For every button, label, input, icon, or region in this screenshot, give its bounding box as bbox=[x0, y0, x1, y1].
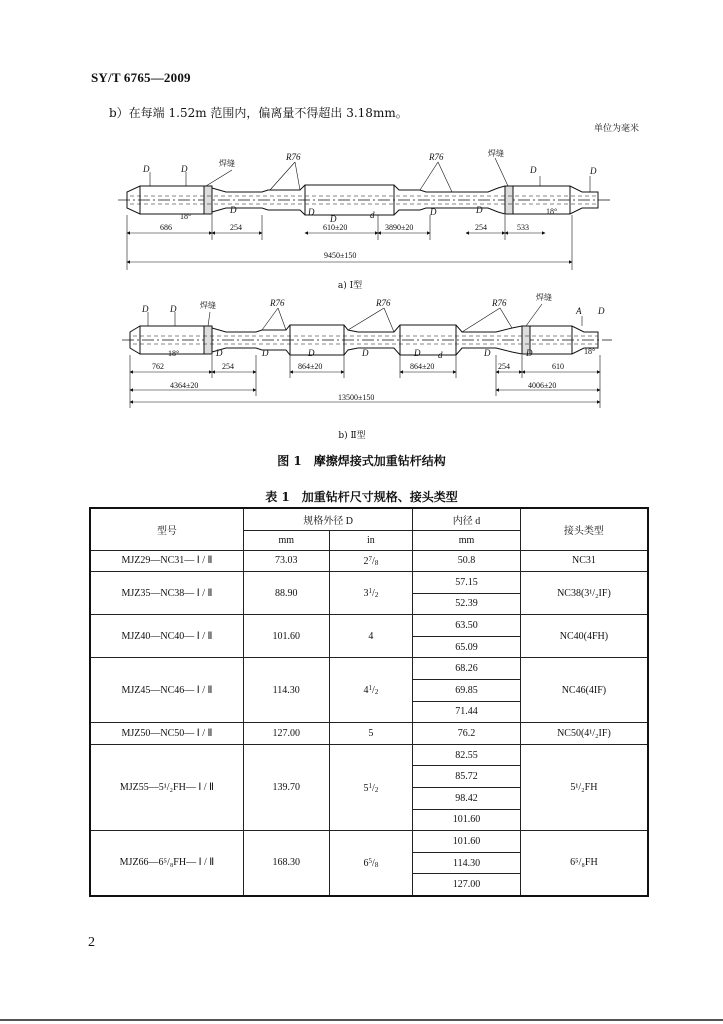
angle-a1: 18° bbox=[180, 212, 192, 221]
page-number: 2 bbox=[88, 935, 95, 950]
drill-pipe-drawings bbox=[0, 0, 723, 450]
od-in-numerator: 5 bbox=[368, 856, 373, 865]
intro-paragraph: b）在每端 1.52m 范围内，偏离量不得超出 3.18mm。 bbox=[109, 106, 408, 120]
od-in-whole: 4 bbox=[368, 630, 374, 642]
label-small-d: d bbox=[370, 210, 375, 220]
label-b-dte: D bbox=[216, 348, 223, 358]
label-b-d1b: D bbox=[262, 348, 269, 358]
fraction-slash: / bbox=[372, 857, 375, 869]
cell-od-in bbox=[329, 744, 413, 830]
cell-od-in bbox=[329, 615, 413, 658]
od-in-whole: 2 bbox=[363, 555, 369, 567]
cell-model: MJZ50—NC50— Ⅰ / Ⅱ bbox=[90, 723, 243, 745]
dim-b-762: 762 bbox=[152, 362, 164, 371]
label-b-small-d: d bbox=[438, 350, 443, 360]
cell-id: 101.60 bbox=[413, 831, 521, 853]
cell-od-in bbox=[329, 658, 413, 723]
weld-label-a2: 焊缝 bbox=[488, 149, 504, 158]
label-d3-right: D bbox=[530, 165, 537, 175]
cell-od-in bbox=[329, 572, 413, 615]
header-in: in bbox=[329, 530, 413, 550]
fraction-slash: / bbox=[372, 588, 375, 600]
header-connection: 接头类型 bbox=[520, 508, 648, 550]
cell-connection: NC46(4IF) bbox=[520, 658, 648, 723]
cell-id: 68.26 bbox=[413, 658, 521, 680]
cell-id: 98.42 bbox=[413, 788, 521, 810]
cell-connection: NC31 bbox=[520, 550, 648, 572]
header-id-unit: mm bbox=[413, 530, 521, 550]
label-b-du: D bbox=[414, 348, 421, 358]
od-in-whole: 5 bbox=[363, 782, 369, 794]
cell-od-mm: 139.70 bbox=[243, 744, 329, 830]
fraction-slash: / bbox=[372, 555, 375, 567]
r76-label-a2: R76 bbox=[429, 152, 444, 162]
label-b-d1: D bbox=[142, 304, 149, 314]
cell-model: MJZ45—NC46— Ⅰ / Ⅱ bbox=[90, 658, 243, 723]
figure-title: 图 1 摩擦焊接式加重钻杆结构 bbox=[277, 454, 446, 468]
cell-id: 50.8 bbox=[413, 550, 521, 572]
od-in-numerator: 1 bbox=[368, 684, 373, 693]
cell-od-in bbox=[329, 723, 413, 745]
unit-note: 单位为毫米 bbox=[593, 124, 639, 134]
r76-label-a1: R76 bbox=[286, 152, 301, 162]
cell-connection: 5¹/₂FH bbox=[520, 744, 648, 830]
cell-id: 76.2 bbox=[413, 723, 521, 745]
r76-label-b2: R76 bbox=[376, 298, 391, 308]
label-d1: D bbox=[143, 164, 150, 174]
weld-label-a: 焊缝 bbox=[219, 159, 235, 168]
cell-model: MJZ29—NC31— Ⅰ / Ⅱ bbox=[90, 550, 243, 572]
dim-533: 533 bbox=[517, 223, 529, 232]
cell-id: 101.60 bbox=[413, 809, 521, 831]
weld-label-b2: 焊缝 bbox=[536, 293, 552, 302]
dim-3890: 3890±20 bbox=[385, 223, 414, 232]
cell-od-mm: 114.30 bbox=[243, 658, 329, 723]
cell-id: 69.85 bbox=[413, 680, 521, 702]
fraction-slash: / bbox=[372, 782, 375, 794]
dim-b-864b: 864±20 bbox=[410, 362, 435, 371]
od-in-whole: 4 bbox=[363, 685, 369, 697]
cell-model: MJZ55—5¹/₂FH— Ⅰ / Ⅱ bbox=[90, 744, 243, 830]
od-in-whole: 6 bbox=[363, 857, 369, 869]
label-dte: D bbox=[230, 205, 237, 215]
spec-table bbox=[89, 507, 649, 897]
dim-254b: 254 bbox=[475, 223, 487, 232]
od-in-numerator: 1 bbox=[368, 587, 373, 596]
dim-b-610: 610 bbox=[552, 362, 564, 371]
weld-label-b: 焊缝 bbox=[200, 301, 216, 310]
od-in-denominator: 2 bbox=[374, 591, 379, 600]
od-in-denominator: 2 bbox=[374, 688, 379, 697]
angle-b1: 18° bbox=[168, 349, 180, 358]
cell-id: 82.55 bbox=[413, 744, 521, 766]
od-in-denominator: 8 bbox=[374, 558, 379, 567]
od-in-whole: 5 bbox=[368, 728, 374, 740]
cell-id: 65.09 bbox=[413, 636, 521, 658]
cell-id: 57.15 bbox=[413, 572, 521, 594]
cell-od-in bbox=[329, 831, 413, 896]
label-dm: D bbox=[330, 214, 337, 224]
cell-id: 85.72 bbox=[413, 766, 521, 788]
cell-model: MJZ35—NC38— Ⅰ / Ⅱ bbox=[90, 572, 243, 615]
dim-b-254b: 254 bbox=[498, 362, 510, 371]
table-row bbox=[90, 744, 648, 766]
angle-a2: 18° bbox=[546, 207, 558, 216]
label-b-df: D bbox=[598, 306, 605, 316]
cell-od-mm: 88.90 bbox=[243, 572, 329, 615]
angle-b2: 18° bbox=[584, 347, 596, 356]
dim-610: 610±20 bbox=[323, 223, 348, 232]
label-b-d2: D bbox=[362, 348, 369, 358]
table-row bbox=[90, 550, 648, 572]
dim-b-254a: 254 bbox=[222, 362, 234, 371]
cell-id: 71.44 bbox=[413, 701, 521, 723]
spec-table-body bbox=[90, 550, 648, 896]
cell-model: MJZ40—NC40— Ⅰ / Ⅱ bbox=[90, 615, 243, 658]
cell-connection: NC38(3¹/₂IF) bbox=[520, 572, 648, 615]
od-in-numerator: 7 bbox=[368, 554, 373, 563]
table-row bbox=[90, 615, 648, 637]
dim-686: 686 bbox=[160, 223, 172, 232]
label-b-dtf: D bbox=[308, 348, 315, 358]
cell-connection: NC40(4FH) bbox=[520, 615, 648, 658]
label-b-a: A bbox=[576, 306, 582, 316]
header-mm: mm bbox=[243, 530, 329, 550]
od-in-denominator: 2 bbox=[374, 785, 379, 794]
document-header: SY/T 6765—2009 bbox=[91, 70, 191, 85]
table-row bbox=[90, 572, 648, 594]
dim-b-4364: 4364±20 bbox=[170, 381, 199, 390]
table-title: 表 1 加重钻杆尺寸规格、接头类型 bbox=[265, 490, 458, 504]
bottom-rule bbox=[0, 1019, 723, 1021]
label-d-a2: D bbox=[430, 207, 437, 217]
label-df: D bbox=[590, 166, 597, 176]
cell-od-mm: 168.30 bbox=[243, 831, 329, 896]
table-row bbox=[90, 658, 648, 680]
cell-od-mm: 101.60 bbox=[243, 615, 329, 658]
figure-a-drawing bbox=[118, 158, 612, 270]
dim-b-13500: 13500±150 bbox=[338, 393, 375, 402]
label-dtf: D bbox=[476, 205, 483, 215]
dim-9450: 9450±150 bbox=[324, 251, 357, 260]
cell-od-mm: 127.00 bbox=[243, 723, 329, 745]
cell-id: 127.00 bbox=[413, 874, 521, 896]
cell-connection: NC50(4¹/₂IF) bbox=[520, 723, 648, 745]
od-in-numerator: 1 bbox=[368, 781, 373, 790]
header-od: 规格外径 D bbox=[243, 508, 412, 530]
dim-254a: 254 bbox=[230, 223, 242, 232]
cell-connection: 6⁵/₈FH bbox=[520, 831, 648, 896]
r76-label-b1: R76 bbox=[270, 298, 285, 308]
cell-id: 114.30 bbox=[413, 852, 521, 874]
label-b-d3b: D bbox=[484, 348, 491, 358]
cell-model: MJZ66—6⁵/₈FH— Ⅰ / Ⅱ bbox=[90, 831, 243, 896]
od-in-whole: 3 bbox=[363, 588, 369, 600]
dim-b-864a: 864±20 bbox=[298, 362, 323, 371]
header-model: 型号 bbox=[90, 508, 243, 550]
od-in-denominator: 8 bbox=[374, 860, 379, 869]
cell-od-in bbox=[329, 550, 413, 572]
table-row bbox=[90, 723, 648, 745]
table-row bbox=[90, 831, 648, 853]
cell-id: 63.50 bbox=[413, 615, 521, 637]
label-d-a1: D bbox=[308, 207, 315, 217]
cell-id: 52.39 bbox=[413, 593, 521, 615]
fraction-slash: / bbox=[372, 685, 375, 697]
label-d3: D bbox=[181, 164, 188, 174]
figure-b-caption: b) Ⅱ型 bbox=[338, 431, 366, 441]
figure-a-caption: a) Ⅰ型 bbox=[337, 281, 363, 291]
header-id: 内径 d bbox=[413, 508, 521, 530]
cell-od-mm: 73.03 bbox=[243, 550, 329, 572]
r76-label-b3: R76 bbox=[492, 298, 507, 308]
dim-b-4006: 4006±20 bbox=[528, 381, 557, 390]
label-b-dte2: D bbox=[526, 348, 533, 358]
label-b-d3: D bbox=[170, 304, 177, 314]
